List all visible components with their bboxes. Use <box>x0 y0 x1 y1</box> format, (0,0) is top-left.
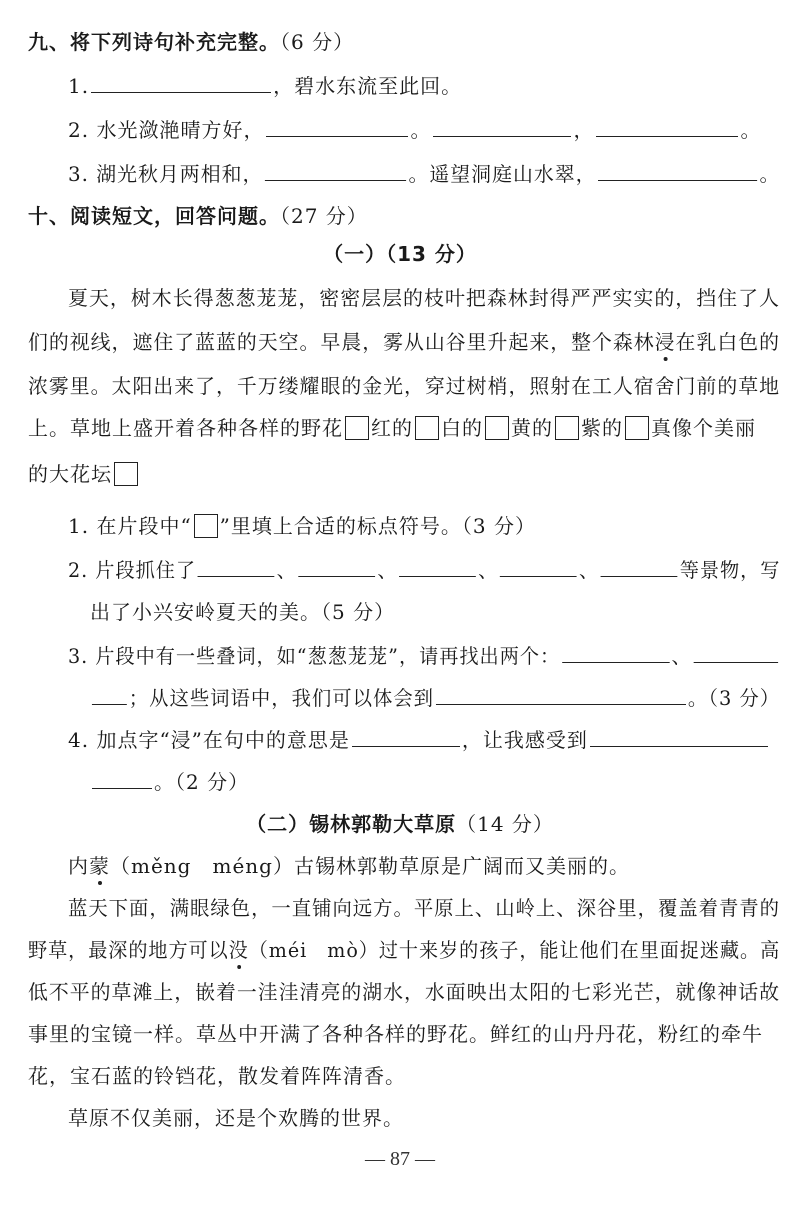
punctuation-box[interactable] <box>555 416 579 440</box>
passage-text: 黄的 <box>511 416 553 440</box>
passage-2-line <box>28 978 780 1006</box>
sec9-question-2 <box>68 116 761 144</box>
section-9-heading: 九、将下列诗句补充完整。 <box>28 30 280 54</box>
passage-text: 真像个美丽 <box>651 416 756 440</box>
poem-text: ，碧水东流至此回。 <box>273 74 463 98</box>
passage-text: 事里的宝镜一样。草丛中开满了各种各样的野花。鲜红的山丹丹花，粉红的牵牛 <box>28 1022 763 1046</box>
passage-text: 紫的 <box>581 416 623 440</box>
passage-2-line <box>28 1020 763 1048</box>
poem-text: 2. 水光潋滟晴方好， <box>68 118 265 142</box>
question-text: 。（3 分） <box>687 686 781 710</box>
dotted-character: 蒙 <box>89 854 110 878</box>
passage-1-line <box>68 284 780 312</box>
question-text: 出了小兴安岭夏天的美。（5 分） <box>90 600 396 624</box>
passage-2-line <box>68 1104 404 1132</box>
answer-blank[interactable] <box>500 556 577 577</box>
section-10-heading: 十、阅读短文，回答问题。 <box>28 204 280 228</box>
passage-1-line <box>28 414 756 442</box>
part1-question-3 <box>68 642 780 670</box>
question-text: ；从这些词语中，我们可以体会到 <box>128 686 435 710</box>
passage-text: 夏天，树木长得葱葱茏茏，密密层层的枝叶把森林封得严严实实的，挡住了人 <box>68 286 781 310</box>
passage-text: 白的 <box>441 416 483 440</box>
punctuation-box[interactable] <box>415 416 439 440</box>
passage-2-line <box>68 852 630 880</box>
answer-blank[interactable] <box>590 726 768 747</box>
passage-text: 野草，最深的地方可以 <box>28 938 229 962</box>
passage-text: 的大花坛 <box>28 462 112 486</box>
passage-text: （měng méng）古锡林郭勒草原是广阔而又美丽的。 <box>110 854 630 878</box>
passage-1-line <box>28 328 780 356</box>
punctuation-box[interactable] <box>345 416 369 440</box>
question-text: ，让我感受到 <box>461 728 588 752</box>
part-1-heading <box>0 240 800 268</box>
passage-text: 低不平的草滩上，嵌着一洼洼清亮的湖水，水面映出太阳的七彩光芒，就像神话故 <box>28 980 780 1004</box>
question-text: 3. 片段中有一些叠词，如“葱葱茏茏”，请再找出两个： <box>68 644 561 668</box>
page-number: — 87 — <box>365 1148 435 1170</box>
answer-blank[interactable] <box>601 556 678 577</box>
box-icon <box>194 514 218 538</box>
part-1-heading-text: （一）（13 分） <box>323 242 477 266</box>
punctuation-box[interactable] <box>625 416 649 440</box>
answer-blank[interactable] <box>92 684 127 705</box>
question-text: ”里填上合适的标点符号。（3 分） <box>219 514 536 538</box>
dotted-character: 浸 <box>654 330 676 354</box>
answer-blank[interactable] <box>399 556 476 577</box>
poem-text: 。遥望洞庭山水翠， <box>408 162 597 186</box>
punct: 、 <box>478 558 499 582</box>
question-text: 2. 片段抓住了 <box>68 558 197 582</box>
sec9-question-1 <box>68 72 462 100</box>
answer-blank[interactable] <box>694 642 778 663</box>
passage-2-line <box>28 1062 406 1090</box>
passage-text: 浓雾里。太阳出来了，千万缕耀眼的金光，穿过树梢，照射在工人宿舍门前的草地 <box>28 374 780 398</box>
part1-question-2 <box>68 556 780 584</box>
part1-question-4 <box>68 726 770 754</box>
question-text: 。（2 分） <box>154 770 250 794</box>
section-10-score: （27 分） <box>280 204 368 228</box>
part1-question-4-cont <box>90 768 249 796</box>
q-number: 1. <box>68 74 90 98</box>
answer-blank[interactable] <box>299 556 376 577</box>
passage-text: 内 <box>68 854 89 878</box>
part-2-heading-text: （二）锡林郭勒大草原 <box>246 812 457 836</box>
section-10-title <box>28 202 368 230</box>
answer-blank[interactable] <box>92 768 152 789</box>
passage-text: 红的 <box>371 416 413 440</box>
passage-1-line <box>28 372 780 400</box>
part-2-score: （14 分） <box>456 812 554 836</box>
punct: 、 <box>671 644 692 668</box>
answer-blank[interactable] <box>562 642 669 663</box>
part1-question-3-cont <box>90 684 780 712</box>
section-9-score: （6 分） <box>280 30 355 54</box>
question-text: 等景物，写 <box>679 558 781 582</box>
passage-text: 上。草地上盛开着各种各样的野花 <box>28 416 343 440</box>
part-2-heading <box>0 810 800 838</box>
question-text: 4. 加点字“浸”在句中的意思是 <box>68 728 350 752</box>
passage-2-line <box>68 894 780 922</box>
punct: 。 <box>410 118 432 142</box>
passage-1-line <box>28 460 140 488</box>
section-9-title <box>28 28 354 56</box>
punct: 、 <box>377 558 398 582</box>
answer-blank[interactable] <box>436 684 686 705</box>
passage-2-line <box>28 936 780 964</box>
punctuation-box[interactable] <box>485 416 509 440</box>
part1-question-2-cont <box>90 598 395 626</box>
answer-blank[interactable] <box>596 116 738 137</box>
question-text: 1. 在片段中“ <box>68 514 192 538</box>
punct: 。 <box>740 118 762 142</box>
poem-text: 3. 湖光秋月两相和， <box>68 162 264 186</box>
punct: 、 <box>578 558 600 582</box>
answer-blank[interactable] <box>198 556 275 577</box>
passage-text: （méi mò）过十来岁的孩子，能让他们在里面捉迷藏。高 <box>248 938 781 962</box>
punct: 、 <box>276 558 297 582</box>
punct: 。 <box>759 162 781 186</box>
passage-text: 花，宝石蓝的铃铛花，散发着阵阵清香。 <box>28 1064 406 1088</box>
answer-blank[interactable] <box>265 160 406 181</box>
answer-blank[interactable] <box>598 160 757 181</box>
part1-question-1 <box>68 512 536 540</box>
passage-text: 草原不仅美丽，还是个欢腾的世界。 <box>68 1106 404 1130</box>
sec9-question-3 <box>68 160 780 188</box>
punctuation-box[interactable] <box>114 462 138 486</box>
answer-blank[interactable] <box>266 116 408 137</box>
punct: ， <box>573 118 595 142</box>
answer-blank[interactable] <box>91 72 271 93</box>
answer-blank[interactable] <box>433 116 571 137</box>
dotted-character: 没 <box>228 938 249 962</box>
passage-text: 蓝天下面，满眼绿色，一直铺向远方。平原上、山岭上、深谷里，覆盖着青青的 <box>68 896 780 920</box>
passage-text: 在乳白色的 <box>675 330 780 354</box>
answer-blank[interactable] <box>352 726 460 747</box>
passage-text: 们的视线，遮住了蓝蓝的天空。早晨，雾从山谷里升起来，整个森林 <box>28 330 655 354</box>
